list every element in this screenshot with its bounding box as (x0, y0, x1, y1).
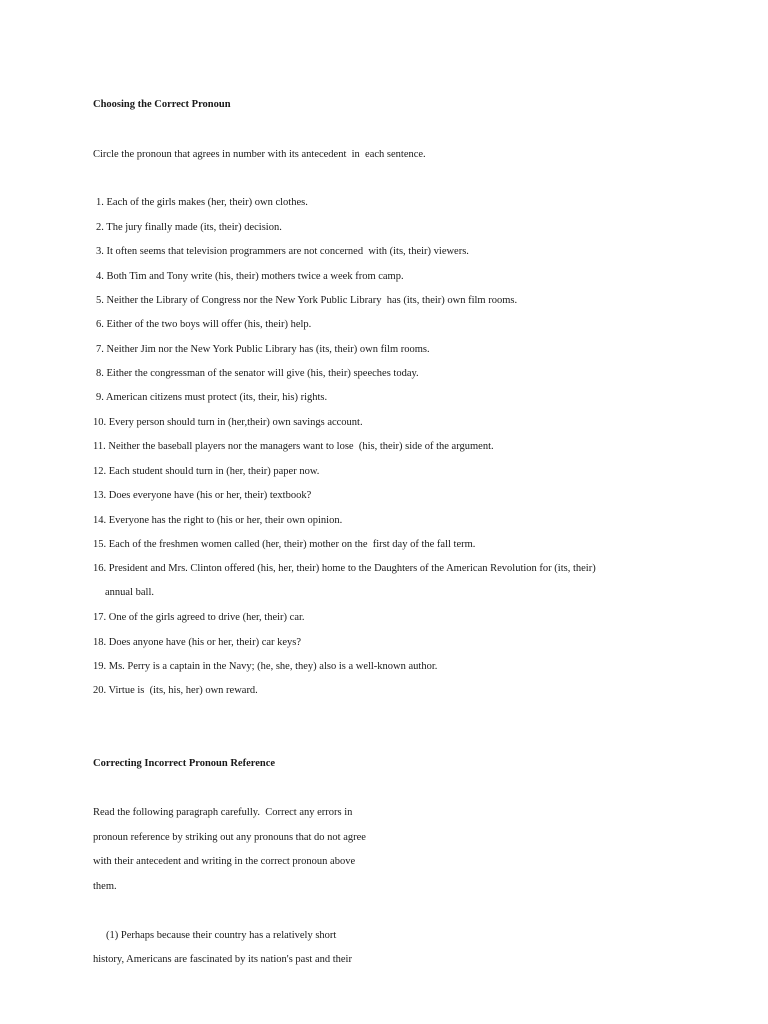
exercise-item: 12. Each student should turn in (her, their) paper now. (93, 466, 320, 477)
exercise-item: 14. Everyone has the right to (his or her, their own opinion. (93, 515, 343, 526)
exercise-item-continuation: annual ball. (105, 587, 154, 598)
exercise-item: 11. Neither the baseball players nor the managers want to lose (his, their) side of the argument. (93, 441, 494, 452)
exercise-item: 3. It often seems that television programmers are not concerned with (its, their) viewers. (96, 246, 469, 257)
section-title-choosing-pronoun: Choosing the Correct Pronoun (93, 99, 231, 110)
exercise-item: 10. Every person should turn in (her,their) own savings account. (93, 417, 363, 428)
paragraph-line: history, Americans are fascinated by its nation's past and their (93, 954, 352, 965)
exercise-item: 6. Either of the two boys will offer (his, their) help. (96, 319, 312, 330)
instruction-line: them. (93, 881, 117, 892)
exercise-item: 8. Either the congressman of the senator will give (his, their) speeches today. (96, 368, 419, 379)
instruction-line: pronoun reference by striking out any pronouns that do not agree (93, 832, 366, 843)
exercise-item: 16. President and Mrs. Clinton offered (his, her, their) home to the Daughters of the American Revolution for (its, their) (93, 563, 596, 574)
instruction-text: Circle the pronoun that agrees in number with its antecedent in each sentence. (93, 149, 426, 160)
instruction-line: with their antecedent and writing in the correct pronoun above (93, 856, 356, 867)
exercise-item: 20. Virtue is (its, his, her) own reward. (93, 685, 258, 696)
instruction-line: Read the following paragraph carefully. Correct any errors in (93, 807, 353, 818)
exercise-item: 17. One of the girls agreed to drive (her, their) car. (93, 612, 305, 623)
paragraph-line: (1) Perhaps because their country has a relatively short (106, 930, 337, 941)
exercise-item: 4. Both Tim and Tony write (his, their) mothers twice a week from camp. (96, 271, 404, 282)
exercise-item: 19. Ms. Perry is a captain in the Navy; (he, she, they) also is a well-known author. (93, 661, 438, 672)
section-title-correcting-reference: Correcting Incorrect Pronoun Reference (93, 758, 276, 769)
exercise-item: 13. Does everyone have (his or her, their) textbook? (93, 490, 312, 501)
exercise-item: 9. American citizens must protect (its, their, his) rights. (96, 392, 328, 403)
exercise-item: 15. Each of the freshmen women called (her, their) mother on the first day of the fall term. (93, 539, 476, 550)
exercise-item: 18. Does anyone have (his or her, their) car keys? (93, 637, 302, 648)
exercise-item: 7. Neither Jim nor the New York Public Library has (its, their) own film rooms. (96, 344, 430, 355)
exercise-item: 2. The jury finally made (its, their) decision. (96, 222, 282, 233)
exercise-item: 1. Each of the girls makes (her, their) own clothes. (96, 197, 308, 208)
exercise-item: 5. Neither the Library of Congress nor the New York Public Library has (its, their) own film rooms. (96, 295, 518, 306)
